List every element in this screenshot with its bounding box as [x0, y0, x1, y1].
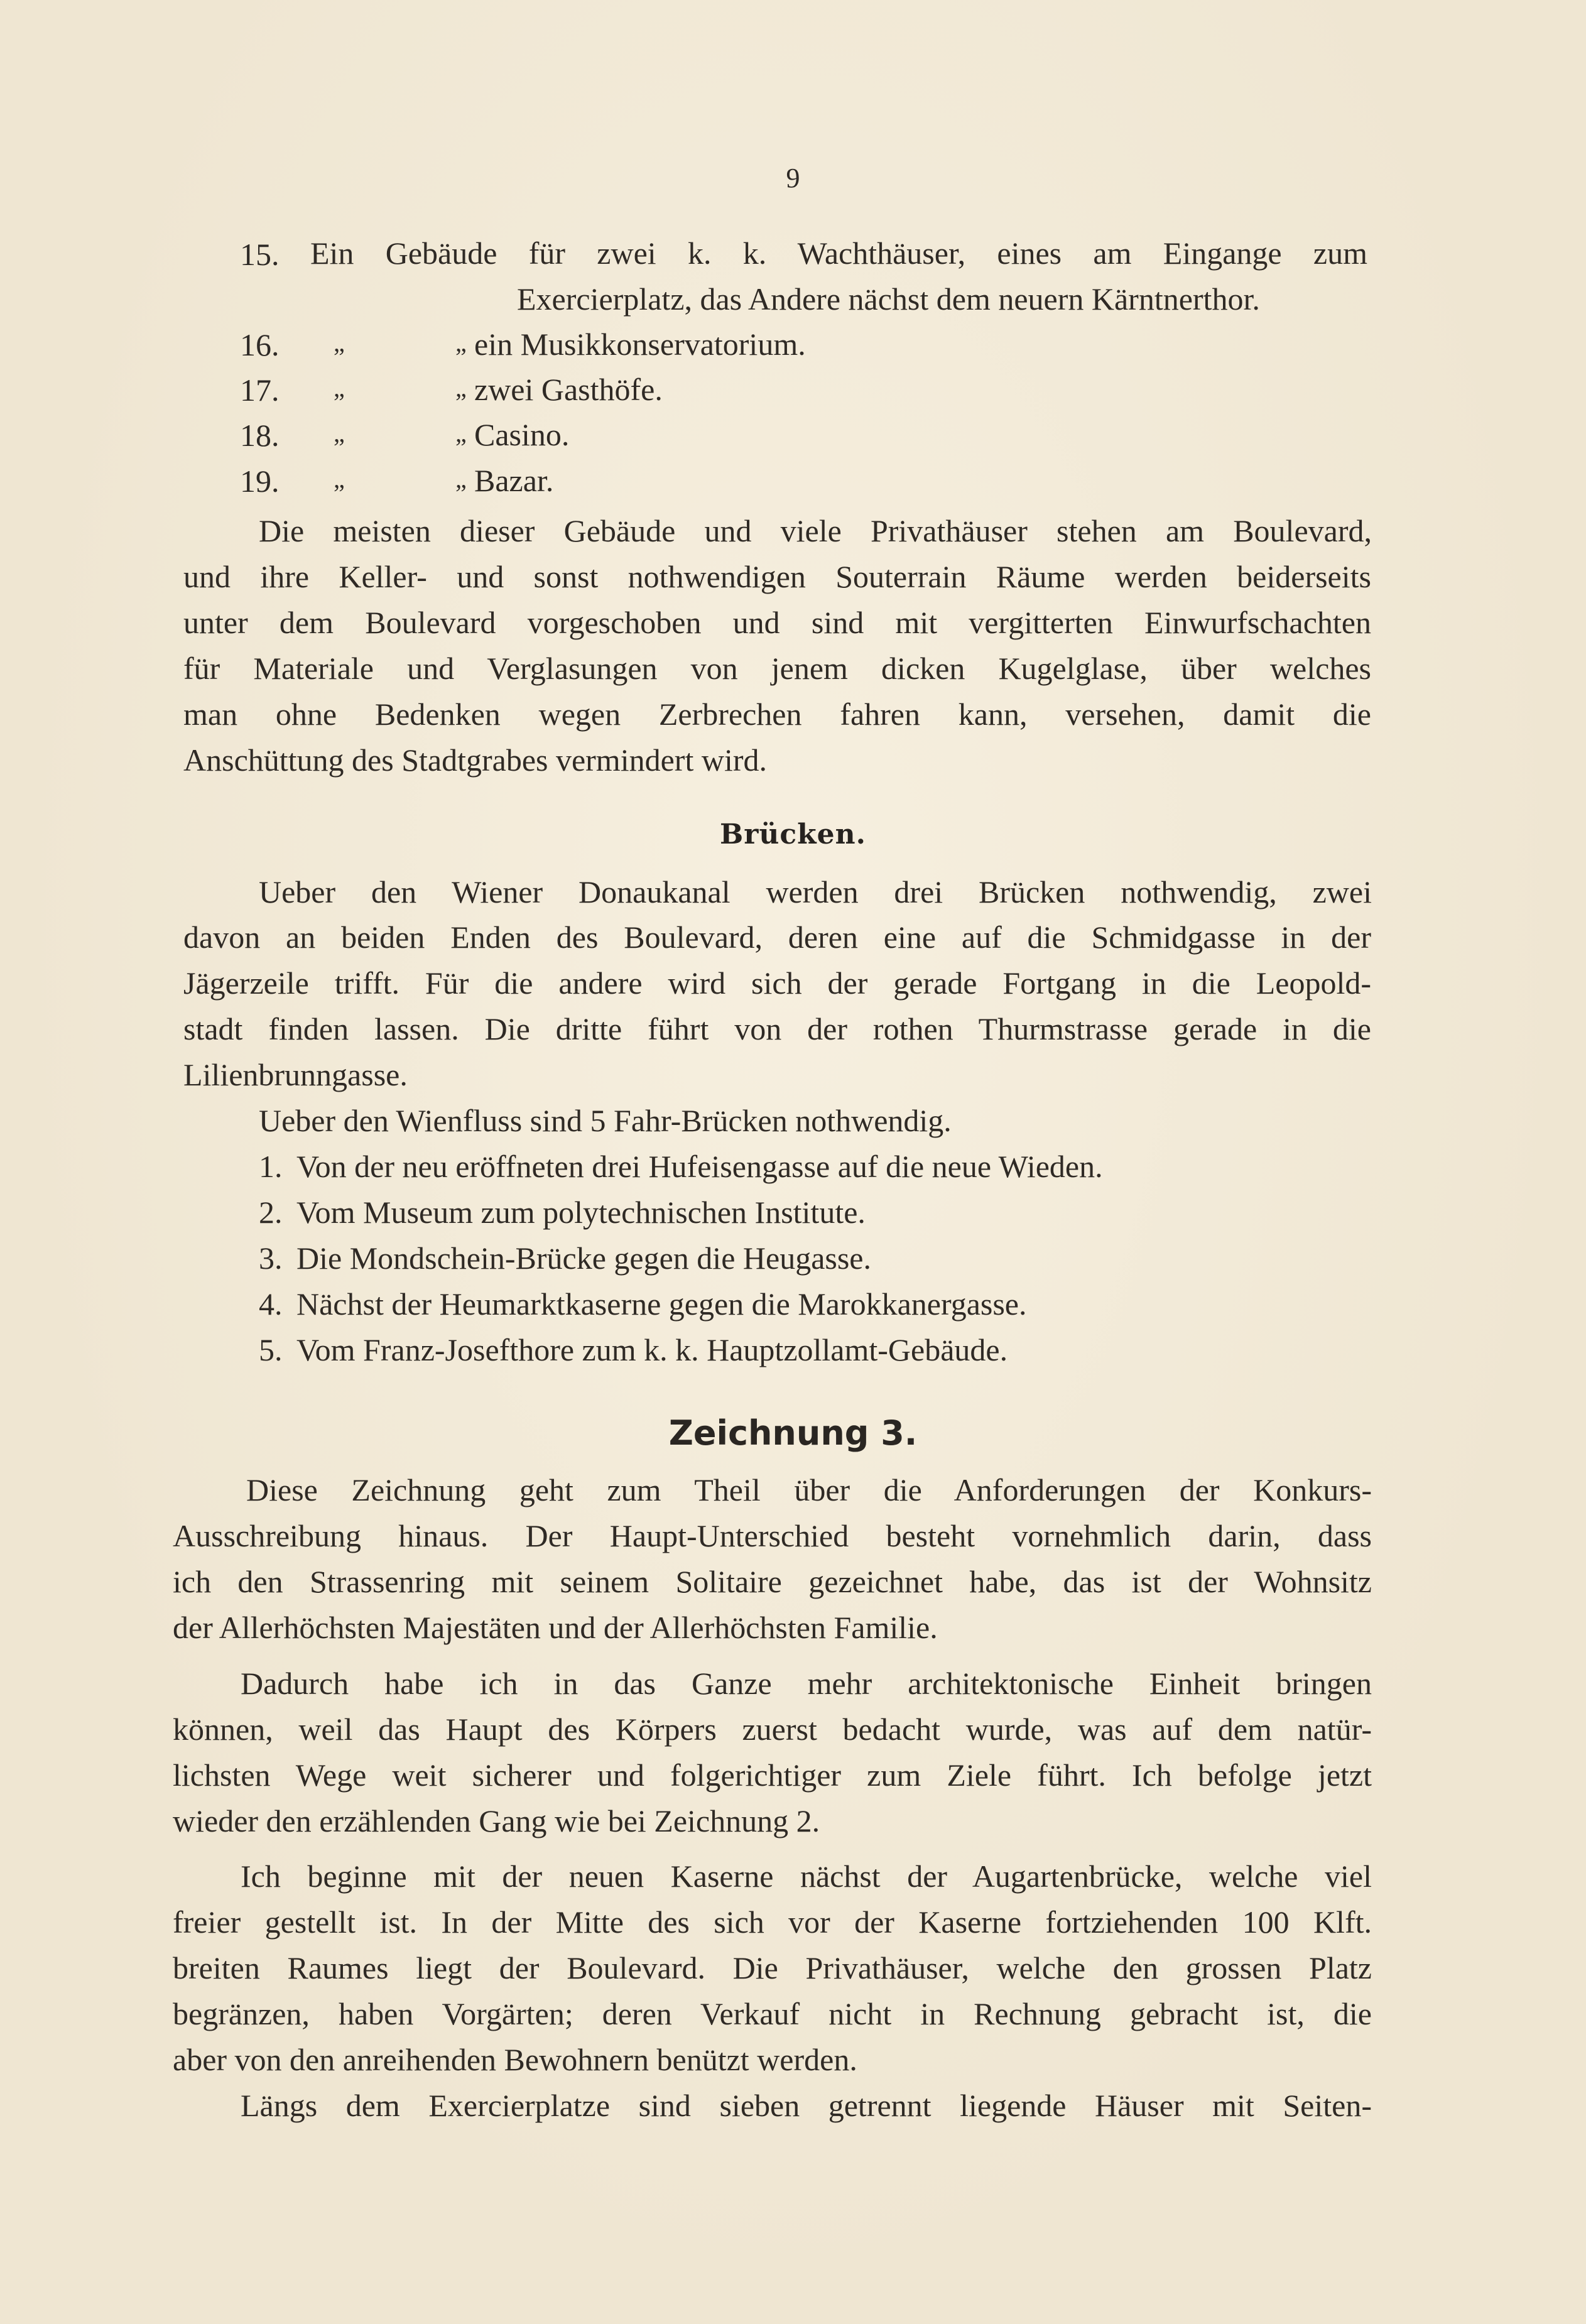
paragraph-line: Ueber den Wienfluss sind 5 Fahr-Brücken nothwendig. — [259, 1103, 952, 1138]
paragraph-line: und ihre Keller- und sonst nothwendigen Souterrain Räume werden beiderseits — [183, 559, 1371, 594]
paragraph-line: wieder den erzählenden Gang wie bei Zeichnung 2. — [173, 1803, 820, 1838]
paragraph-line: lichsten Wege weit sicherer und folgerichtiger zum Ziele führt. Ich befolge jetzt — [173, 1757, 1372, 1793]
ditto-mark: „ — [334, 329, 345, 357]
list-item-number: 19. — [240, 464, 280, 499]
list-item-text: zwei Gasthöfe. — [474, 372, 663, 407]
paragraph-line: für Materiale und Verglasungen von jenem dicken Kugelglase, über welches — [183, 651, 1371, 686]
list-item-text: Nächst der Heumarktkaserne gegen die Marokkanergasse. — [296, 1286, 1027, 1322]
ditto-mark: „ — [334, 374, 345, 402]
list-item-text: Casino. — [474, 417, 570, 452]
section-heading: Zeichnung 3. — [668, 1413, 918, 1453]
page-number: 9 — [786, 163, 800, 193]
list-item-number: 1. — [259, 1149, 283, 1184]
ditto-mark: „ — [334, 419, 345, 447]
paragraph-line: freier gestellt ist. In der Mitte des sich vor der Kaserne fortziehenden 100 Klft. — [173, 1904, 1372, 1940]
list-item-text: Vom Museum zum polytechnischen Institute. — [296, 1195, 866, 1230]
list-item-text: ein Musikkonservatorium. — [474, 327, 806, 362]
list-item-text: Bazar. — [474, 463, 554, 498]
paragraph-line: Längs dem Exercierplatze sind sieben getrennt liegende Häuser mit Seiten- — [241, 2088, 1372, 2123]
paragraph-line: aber von den anreihenden Bewohnern benützt werden. — [173, 2042, 857, 2077]
paragraph-line: davon an beiden Enden des Boulevard, deren eine auf die Schmidgasse in der — [183, 920, 1371, 955]
list-item-text: Die Mondschein-Brücke gegen die Heugasse. — [296, 1241, 871, 1276]
list-item-number: 16. — [240, 327, 280, 362]
paragraph-line: können, weil das Haupt des Körpers zuerst bedacht wurde, was auf dem natür- — [173, 1712, 1372, 1747]
list-item-number: 5. — [259, 1332, 283, 1367]
paragraph-line: der Allerhöchsten Majestäten und der Allerhöchsten Familie. — [173, 1610, 938, 1645]
paragraph-line: man ohne Bedenken wegen Zerbrechen fahren kann, versehen, damit die — [183, 697, 1371, 732]
paragraph-line: Lilienbrunngasse. — [183, 1057, 408, 1092]
ditto-mark: „ — [455, 329, 467, 357]
paragraph-line: begränzen, haben Vorgärten; deren Verkauf nicht in Rechnung gebracht ist, die — [173, 1996, 1372, 2031]
list-item-number: 17. — [240, 372, 280, 408]
paragraph-line: breiten Raumes liegt der Boulevard. Die Privathäuser, welche den grossen Platz — [173, 1950, 1372, 1985]
paragraph-line: Dadurch habe ich in das Ganze mehr architektonische Einheit bringen — [241, 1666, 1372, 1701]
paragraph-line: Anschüttung des Stadtgrabes vermindert wird. — [183, 742, 767, 778]
paragraph-line: Die meisten dieser Gebäude und viele Privathäuser stehen am Boulevard, — [259, 513, 1372, 548]
list-item-text: Von der neu eröffneten drei Hufeisengasse auf die neue Wieden. — [296, 1149, 1103, 1184]
list-item-text: Ein Gebäude für zwei k. k. Wachthäuser, eines am Eingange zum — [310, 236, 1367, 271]
paragraph-line: Ich beginne mit der neuen Kaserne nächst der Augartenbrücke, welche viel — [241, 1859, 1372, 1894]
ditto-mark: „ — [455, 419, 467, 447]
paragraph-line: Diese Zeichnung geht zum Theil über die Anforderungen der Konkurs- — [246, 1472, 1372, 1507]
list-item-number: 4. — [259, 1286, 283, 1322]
list-item-text: Vom Franz-Josefthore zum k. k. Hauptzollamt-Gebäude. — [296, 1332, 1008, 1367]
paragraph-line: Ueber den Wiener Donaukanal werden drei Brücken nothwendig, zwei — [259, 874, 1372, 910]
list-item-number: 3. — [259, 1241, 283, 1276]
paragraph-line: stadt finden lassen. Die dritte führt von der rothen Thurmstrasse gerade in die — [183, 1011, 1371, 1046]
ditto-mark: „ — [334, 465, 345, 493]
section-heading: Brücken. — [720, 818, 866, 850]
ditto-mark: „ — [455, 374, 467, 402]
ditto-mark: „ — [455, 465, 467, 493]
paragraph-line: unter dem Boulevard vorgeschoben und sind mit vergitterten Einwurfschachten — [183, 605, 1371, 640]
paragraph-line: Jägerzeile trifft. Für die andere wird sich der gerade Fortgang in die Leopold- — [183, 965, 1371, 1001]
list-item-number: 18. — [240, 418, 280, 453]
list-item-number: 15. — [240, 237, 280, 272]
list-item-number: 2. — [259, 1195, 283, 1230]
paragraph-line: ich den Strassenring mit seinem Solitaire gezeichnet habe, das ist der Wohnsitz — [173, 1564, 1372, 1599]
paragraph-line: Ausschreibung hinaus. Der Haupt-Unterschied besteht vornehmlich darin, dass — [173, 1518, 1372, 1553]
list-item-text-continued: Exercierplatz, das Andere nächst dem neuern Kärntnerthor. — [517, 281, 1260, 317]
